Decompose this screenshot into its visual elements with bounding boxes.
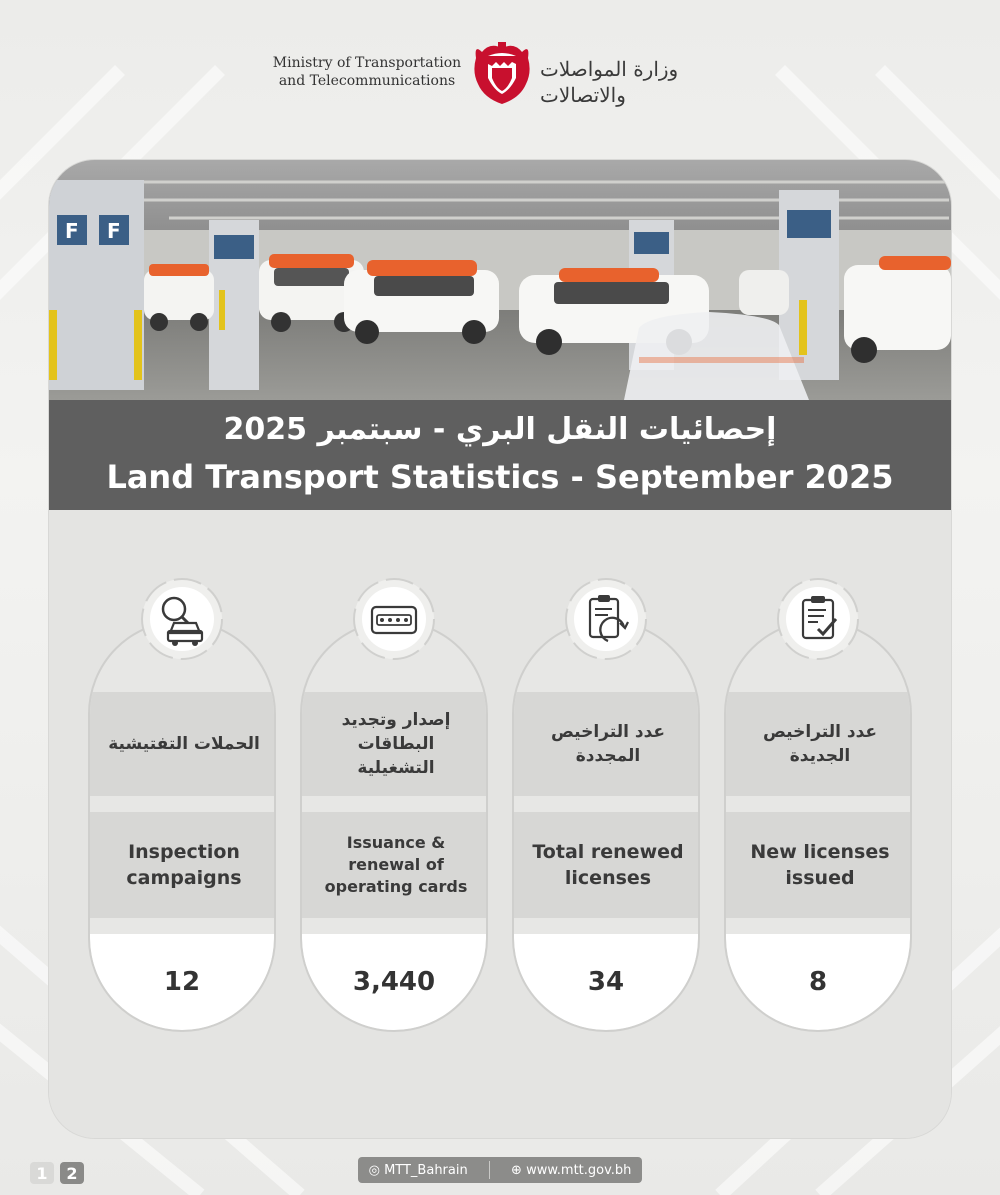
stat-value: 8 xyxy=(726,934,910,1030)
checklist-clipboard-icon xyxy=(774,575,862,663)
stat-value: 34 xyxy=(514,934,698,1030)
stat-label-ar: عدد التراخيص الجديدة xyxy=(726,692,912,796)
stat-label-ar: الحملات التفتيشية xyxy=(90,692,276,796)
stat-pill xyxy=(512,620,700,1032)
svg-text:F: F xyxy=(107,219,121,243)
title-en: Land Transport Statistics - September 2025 xyxy=(106,458,894,496)
bahrain-emblem-icon xyxy=(470,38,534,106)
stat-label-en: Total renewed licenses xyxy=(514,812,700,918)
website-text: www.mtt.gov.bh xyxy=(526,1162,632,1178)
stat-label-en: Inspection campaigns xyxy=(90,812,276,918)
instagram-icon: ◎ xyxy=(368,1162,380,1178)
stat-pill xyxy=(724,620,912,1032)
car-magnifier-icon xyxy=(138,575,226,663)
svg-text:F: F xyxy=(65,219,79,243)
stat-label-en: Issuance & renewal of operating cards xyxy=(302,812,488,918)
ministry-name-en xyxy=(262,54,472,90)
page-indicator xyxy=(30,1162,84,1184)
stat-new-licenses xyxy=(724,585,912,1035)
operating-card-icon xyxy=(350,575,438,663)
stat-label-ar: إصدار وتجديد البطاقات التشغيلية xyxy=(302,692,488,796)
globe-icon: ⊕ xyxy=(511,1162,522,1178)
page-1-tab[interactable]: 1 xyxy=(30,1162,54,1184)
renewal-clipboard-icon xyxy=(562,575,650,663)
instagram-handle[interactable] xyxy=(369,1163,468,1178)
stat-inspection-campaigns xyxy=(88,585,276,1035)
stat-value: 12 xyxy=(90,934,274,1030)
stat-renewed-licenses xyxy=(512,585,700,1035)
header xyxy=(0,38,1000,108)
title-ar: إحصائيات النقل البري - سبتمبر 2025 xyxy=(223,412,777,447)
stat-pill xyxy=(88,620,276,1032)
stat-label-en: New licenses issued xyxy=(726,812,912,918)
footer-bar xyxy=(358,1157,642,1183)
footer-divider xyxy=(489,1161,490,1179)
stat-label-ar: عدد التراخيص المجددة xyxy=(514,692,700,796)
stat-operating-cards xyxy=(300,585,488,1035)
instagram-text: MTT_Bahrain xyxy=(384,1162,468,1178)
title-band xyxy=(49,400,951,510)
page-2-tab[interactable]: 2 xyxy=(60,1162,84,1184)
ministry-name-en-line1: Ministry of Transportation xyxy=(272,55,462,71)
stat-pill xyxy=(300,620,488,1032)
ministry-name-ar: وزارة المواصلات والاتصالات xyxy=(540,57,679,107)
stat-value: 3,440 xyxy=(302,934,486,1030)
taxi-garage-photo xyxy=(49,160,951,400)
website-link[interactable] xyxy=(511,1163,631,1178)
ministry-name-en-line2: and Telecommunications xyxy=(278,73,456,89)
